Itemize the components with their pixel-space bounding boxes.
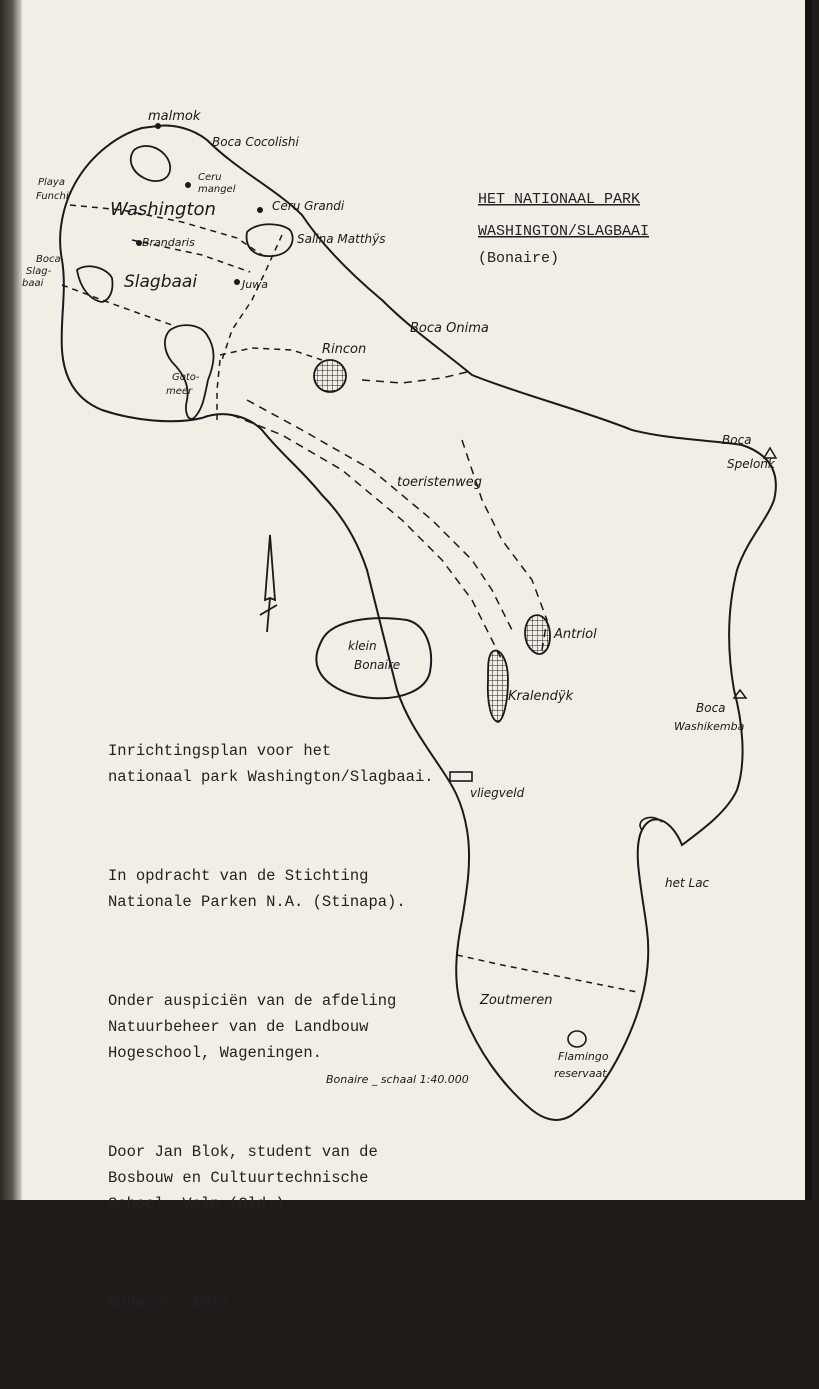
park-boundary — [220, 348, 322, 360]
text-line: Onder auspiciën van de afdeling — [108, 992, 397, 1010]
salina-matthys-lake — [247, 224, 293, 256]
ceru-grandi-dot — [257, 207, 263, 213]
label-klein-bonaire: klein — [348, 639, 377, 653]
title-line-2: WASHINGTON/SLAGBAAI — [478, 223, 650, 240]
label-boca-onima: Boca Onima — [410, 321, 489, 336]
paragraph — [108, 738, 434, 790]
tourist-road — [362, 372, 467, 383]
label-boca-spelonk: Spelonk — [727, 457, 775, 471]
park-boundary — [222, 235, 282, 360]
label-goto-meer: Goto- — [172, 372, 200, 383]
label-klein-bonaire: Bonaire — [354, 658, 401, 672]
text-line: In opdracht van de Stichting — [108, 867, 369, 885]
text-line: Bonaire, 1976. — [108, 1294, 239, 1312]
text-line: School, Velp (Gld.). — [108, 1195, 295, 1213]
paragraph — [108, 863, 434, 915]
label-ceru-mangel: Ceru — [198, 172, 222, 183]
tourist-road — [247, 400, 512, 630]
label-zoutmeren: Zoutmeren — [480, 993, 553, 1008]
label-boca-spelonk: Boca — [722, 433, 752, 447]
label-playa-funchi: Funchi — [36, 191, 69, 202]
paragraph — [108, 988, 434, 1066]
label-brandaris: Brandaris — [142, 236, 195, 249]
label-boca-slagbaai: Boca — [36, 254, 61, 265]
label-boca-slagbaai: Slag- — [26, 266, 52, 277]
zoutmeren-boundary — [457, 955, 637, 992]
ceru-mangel-dot — [185, 182, 191, 188]
label-ceru-grandi: Ceru Grandi — [272, 199, 345, 213]
airport-marker — [450, 772, 472, 781]
north-arrow — [260, 535, 277, 632]
label-flamingo-reservaat: Flamingo — [558, 1050, 609, 1063]
text-line: Inrichtingsplan voor het — [108, 742, 332, 760]
text-line: Natuurbeheer van de Landbouw — [108, 1018, 369, 1036]
text-line: Door Jan Blok, student van de — [108, 1143, 378, 1161]
label-het-lac: het Lac — [665, 876, 710, 890]
label-playa-funchi: Playa — [38, 177, 65, 188]
label-antriol: Antriol — [554, 627, 597, 642]
label-boca-washikemba: Washikemba — [674, 720, 745, 733]
label-flamingo-reservaat: reservaat — [554, 1067, 607, 1080]
label-slagbaai: Slagbaai — [124, 272, 198, 292]
text-line: nationaal park Washington/Slagbaai. — [108, 768, 434, 786]
label-salina-matthys: Salina Matthÿs — [297, 232, 386, 246]
page-edge — [805, 0, 812, 1200]
lake-north — [131, 146, 170, 181]
kralendijk-town — [488, 651, 508, 722]
juwa-dot — [234, 279, 240, 285]
label-vliegveld: vliegveld — [470, 786, 525, 800]
label-rincon: Rincon — [322, 342, 367, 357]
paragraph — [108, 1139, 434, 1217]
label-juwa: Juwa — [242, 278, 268, 291]
flamingo-reservaat-marker — [568, 1031, 586, 1047]
text-line: Bosbouw en Cultuurtechnische — [108, 1169, 369, 1187]
text-line: Nationale Parken N.A. (Stinapa). — [108, 893, 406, 911]
park-boundary — [217, 360, 220, 420]
rincon-town — [314, 360, 346, 392]
label-toeristenweg: toeristenweg — [397, 475, 482, 490]
book-binding — [0, 0, 22, 1200]
label-washington: Washington — [110, 199, 216, 220]
text-line: Hogeschool, Wageningen. — [108, 1044, 322, 1062]
label-boca-slagbaai: baai — [22, 278, 44, 289]
label-goto-meer: meer — [166, 386, 193, 397]
label-boca-cocolishi: Boca Cocolishi — [212, 135, 299, 149]
description-text — [108, 686, 434, 1389]
label-boca-washikemba: Boca — [696, 701, 726, 715]
title-line-1: HET NATIONAAL PARK — [478, 191, 641, 208]
scale-label: Bonaire _ schaal 1:40.000 — [326, 1073, 469, 1086]
label-malmok: malmok — [148, 109, 201, 124]
document-page — [22, 0, 812, 1312]
antriol-town — [525, 615, 550, 654]
label-kralendijk: Kralendÿk — [508, 689, 574, 704]
label-ceru-mangel: mangel — [198, 184, 236, 195]
title-line-3: (Bonaire) — [478, 250, 560, 267]
tourist-road — [232, 415, 502, 660]
paragraph — [108, 1290, 434, 1316]
